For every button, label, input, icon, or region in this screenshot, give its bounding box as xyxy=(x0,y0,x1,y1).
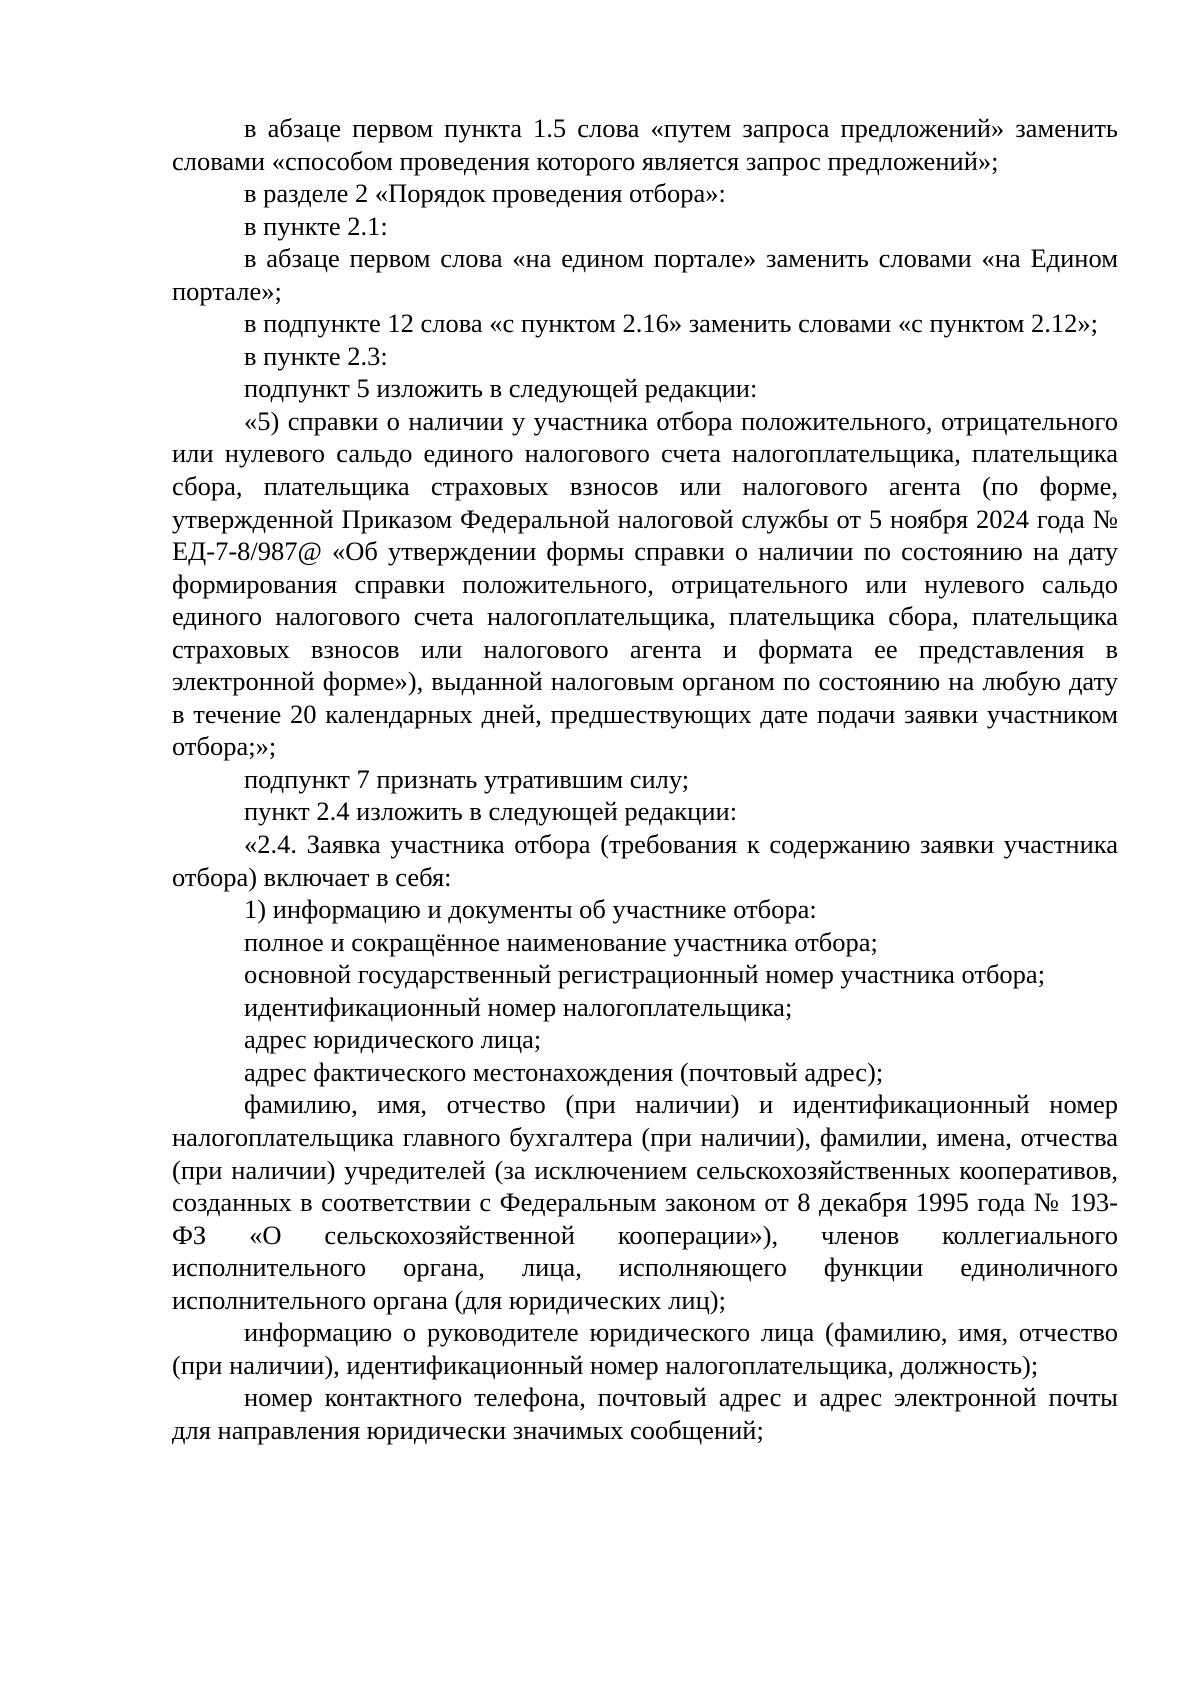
paragraph: адрес фактического местонахождения (почтовый адрес); xyxy=(244,1056,884,1087)
paragraph: подпункт 7 признать утратившим силу; xyxy=(244,763,690,794)
paragraph: основной государственный регистрационный номер участника отбора; xyxy=(244,959,1046,990)
paragraph: номер контактного телефона, почтовый адрес и адрес электронной почты для направления юридически значимых сообщений; xyxy=(172,1382,1118,1445)
document-body xyxy=(172,112,1118,1446)
paragraph: фамилию, имя, отчество (при наличии) и идентификационный номер налогоплательщика главного бухгалтера (при наличии), фамилии, имена, отчества (при наличии) учредителей (за исключением сельскохозяйственных кооперативов, созданных в соответствии с Федеральным законом от 8 декабря 1995 года № 193-ФЗ «О сельскохозяйственной кооперации»), членов коллегиального исполнительного органа, лица, исполняющего функции единоличного исполнительного органа (для юридических лиц); xyxy=(172,1089,1118,1315)
paragraph: подпункт 5 изложить в следующей редакции: xyxy=(244,373,758,404)
paragraph: полное и сокращённое наименование участника отбора; xyxy=(244,926,878,957)
paragraph: идентификационный номер налогоплательщика; xyxy=(244,991,793,1022)
paragraph: «2.4. Заявка участника отбора (требования к содержанию заявки участника отбора) включает в себя: xyxy=(172,829,1118,892)
paragraph: пункт 2.4 изложить в следующей редакции: xyxy=(244,796,738,827)
paragraph: в абзаце первом слова «на едином портале» заменить словами «на Едином портале»; xyxy=(172,243,1118,306)
paragraph: в разделе 2 «Порядок проведения отбора»: xyxy=(244,178,726,209)
paragraph: в подпункте 12 слова «с пунктом 2.16» заменить словами «с пунктом 2.12»; xyxy=(244,308,1098,339)
paragraph: информацию о руководителе юридического лица (фамилию, имя, отчество (при наличии), идентификационный номер налогоплательщика, должность); xyxy=(172,1317,1118,1380)
paragraph: 1) информацию и документы об участнике отбора: xyxy=(244,894,817,925)
paragraph: в абзаце первом пункта 1.5 слова «путем запроса предложений» заменить словами «способом проведения которого является запрос предложений»; xyxy=(172,113,1118,176)
paragraph: в пункте 2.3: xyxy=(244,340,388,371)
paragraph: адрес юридического лица; xyxy=(244,1024,542,1055)
paragraph: в пункте 2.1: xyxy=(244,210,388,241)
paragraph: «5) справки о наличии у участника отбора положительного, отрицательного или нулевого сальдо единого налогового счета налогоплательщика, плательщика сбора, плательщика страховых взносов или налогового агента (по форме, утвержденной Приказом Федеральной налоговой службы от 5 ноября 2024 года № ЕД-7-8/987@ «Об утверждении формы справки о наличии по состоянию на дату формирования справки положительного, отрицательного или нулевого сальдо единого налогового счета налогоплательщика, плательщика сбора, плательщика страховых взносов или налогового агента и формата ее представления в электронной форме»), выданной налоговым органом по состоянию на любую дату в течение 20 календарных дней, предшествующих дате подачи заявки участником отбора;»; xyxy=(172,405,1118,762)
